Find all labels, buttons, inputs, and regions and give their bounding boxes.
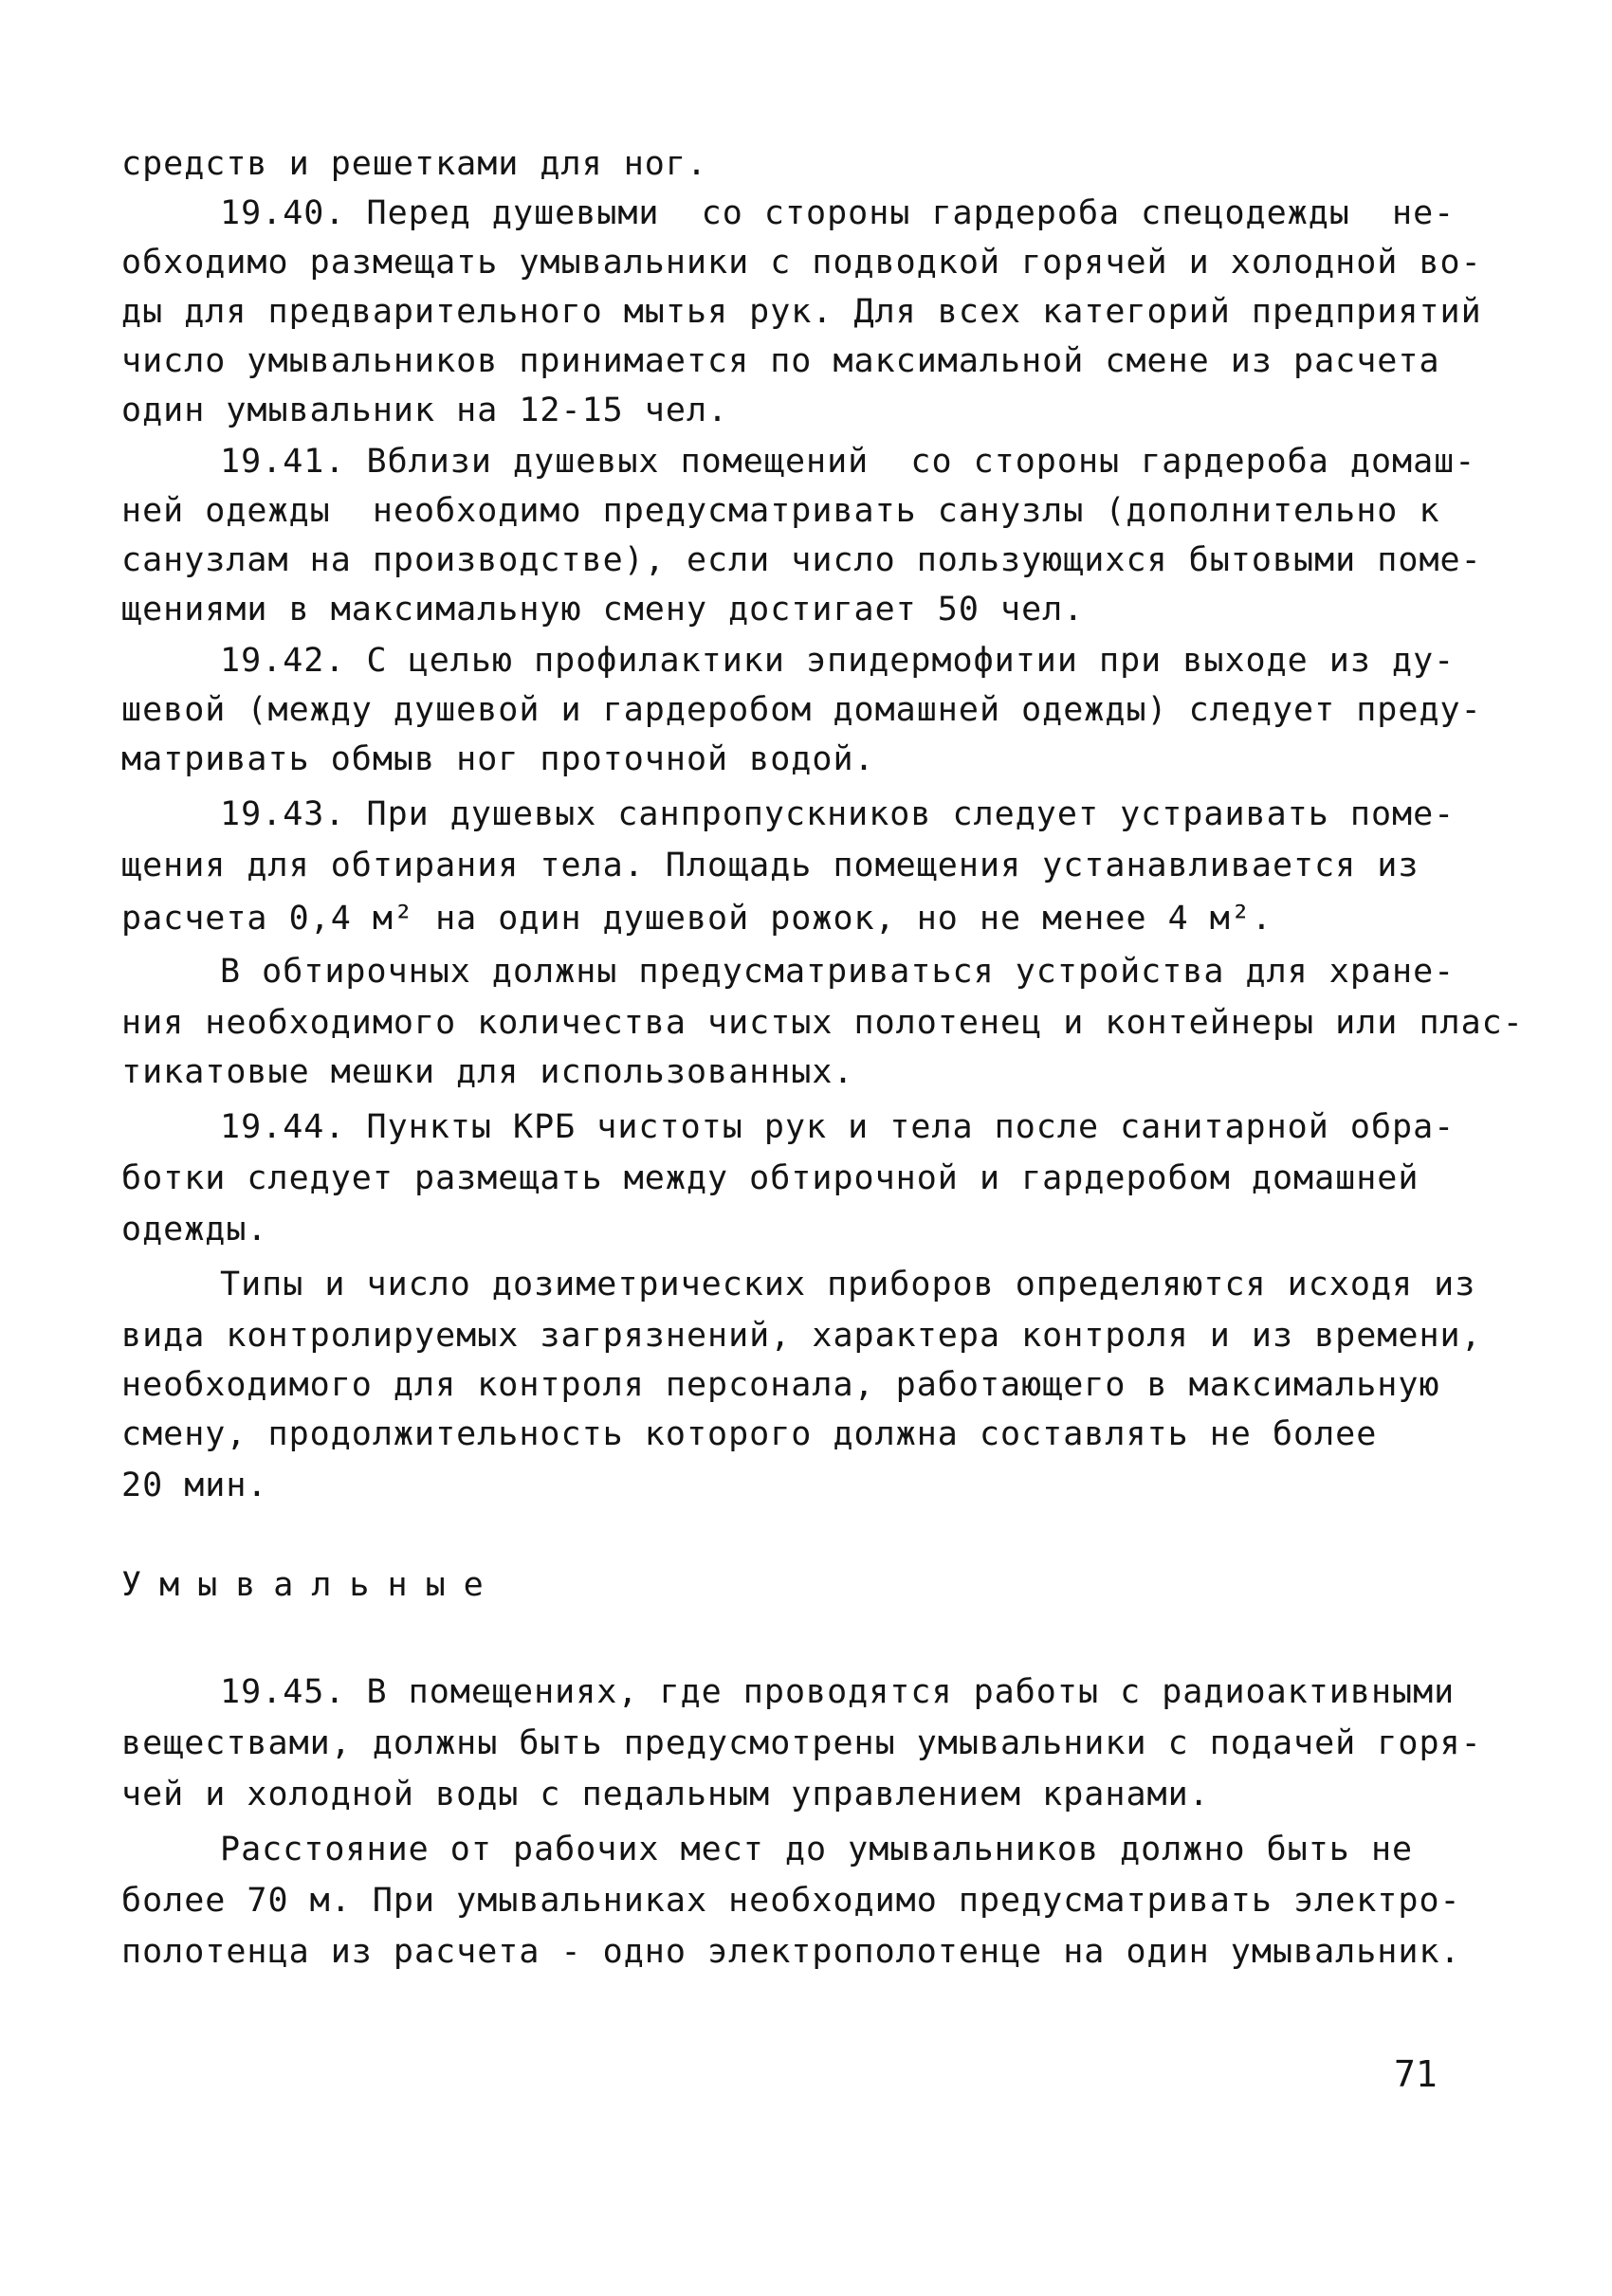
text-line: В обтирочных должны предусматриваться устройства для хране- xyxy=(220,953,1456,991)
text-line: щения для обтирания тела. Площадь помещения устанавливается из xyxy=(121,847,1420,884)
text-line: тикатовые мешки для использованных. xyxy=(121,1053,854,1091)
text-line: смену, продолжительность которого должна составлять не более xyxy=(121,1415,1378,1453)
text-line: число умывальников принимается по максимальной смене из расчета xyxy=(121,342,1440,380)
text-line: санузлам на производстве), если число пользующихся бытовыми поме- xyxy=(121,541,1482,579)
text-line: шевой (между душевой и гардеробом домашней одежды) следует преду- xyxy=(121,691,1482,729)
text-line: 20 мин. xyxy=(121,1467,268,1504)
text-line: веществами, должны быть предусмотрены умывальники с подачей горя- xyxy=(121,1724,1482,1762)
text-line: 19.44. Пункты КРБ чистоты рук и тела после санитарной обра- xyxy=(220,1108,1456,1146)
text-line: 19.41. Вблизи душевых помещений со стороны гардероба домаш- xyxy=(220,443,1476,481)
text-line: ботки следует размещать между обтирочной и гардеробом домашней xyxy=(121,1159,1420,1197)
text-line: необходимого для контроля персонала, работающего в максимальную xyxy=(121,1366,1440,1404)
text-line: щениями в максимальную смену достигает 50 чел. xyxy=(121,591,1085,629)
text-line: Расстояние от рабочих мест до умывальников должно быть не xyxy=(220,1831,1414,1868)
text-line: 19.40. Перед душевыми со стороны гардероба спецодежды не- xyxy=(220,194,1456,232)
text-line: одежды. xyxy=(121,1211,268,1248)
text-line: расчета 0,4 м² на один душевой рожок, но не менее 4 м². xyxy=(121,900,1273,938)
text-line: средств и решетками для ног. xyxy=(121,145,708,183)
text-line: Типы и число дозиметрических приборов определяются исходя из xyxy=(220,1266,1476,1303)
text-line: более 70 м. При умывальниках необходимо предусматривать электро- xyxy=(121,1882,1461,1920)
text-line: один умывальник на 12-15 чел. xyxy=(121,392,729,429)
text-line: ды для предварительного мытья рук. Для всех категорий предприятий xyxy=(121,293,1482,331)
text-line: 19.42. С целью профилактики эпидермофитии при выходе из ду- xyxy=(220,642,1456,680)
text-line: 19.45. В помещениях, где проводятся работы с радиоактивными xyxy=(220,1673,1456,1711)
text-line: вида контролируемых загрязнений, характера контроля и из времени, xyxy=(121,1317,1482,1355)
text-line: матривать обмыв ног проточной водой. xyxy=(121,740,875,778)
section-heading: Умывальные xyxy=(121,1566,502,1604)
text-line: ния необходимого количества чистых полотенец и контейнеры или плас- xyxy=(121,1004,1524,1042)
text-line: ней одежды необходимо предусматривать санузлы (дополнительно к xyxy=(121,492,1440,530)
text-line: обходимо размещать умывальники с подводкой горячей и холодной во- xyxy=(121,244,1482,282)
page-number: 71 xyxy=(1394,2053,1438,2095)
text-line: чей и холодной воды с педальным управлением кранами. xyxy=(121,1776,1210,1813)
text-line: 19.43. При душевых санпропускников следует устраивать поме- xyxy=(220,795,1456,833)
text-line: полотенца из расчета - одно электрополотенце на один умывальник. xyxy=(121,1933,1461,1971)
